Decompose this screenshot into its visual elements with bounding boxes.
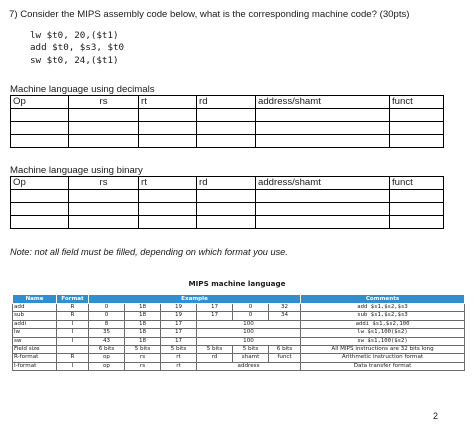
page-number: 2 (433, 411, 439, 421)
mips-row-addi: addi I 8 18 17 100 addi $s1,$s2,100 (13, 320, 465, 328)
col-rd: rd (197, 96, 256, 109)
binary-table-title: Machine language using binary (10, 165, 143, 176)
binary-table (10, 176, 444, 229)
question-text: 7) Consider the MIPS assembly code below, what is the corresponding machine code? (30pts) (9, 9, 410, 20)
col-rt: rt (139, 96, 197, 109)
code-line: add $t0, $s3, $t0 (30, 42, 125, 54)
decimal-table (10, 95, 444, 148)
answer-row[interactable] (11, 203, 444, 216)
mips-header-format: Format (57, 295, 89, 304)
col-op: Op (11, 96, 69, 109)
decimal-table-title: Machine language using decimals (10, 84, 155, 95)
mips-row-sw: sw I 43 18 17 100 sw $s1,100($s2) (13, 337, 465, 345)
mips-header-comments: Comments (301, 295, 465, 304)
code-line: sw $t0, 24,($t1) (30, 54, 119, 66)
assembly-code (30, 30, 124, 67)
answer-row[interactable] (11, 135, 444, 148)
mips-row-sub: sub R 0 18 19 17 0 34 sub $s1,$s2,$s3 (13, 312, 465, 320)
mips-header-name: Name (13, 295, 57, 304)
col-rs: rs (69, 96, 139, 109)
code-line: lw $t0, 20,($t1) (30, 30, 119, 41)
note-text: Note: not all field must be filled, depending on which format you use. (10, 247, 288, 257)
answer-row[interactable] (11, 216, 444, 229)
col-funct: funct (390, 96, 444, 109)
mips-row-i-format: I-format I op rs rt address Data transfer format (13, 362, 465, 370)
mips-table-title: MIPS machine language (188, 279, 286, 288)
col-funct: funct (390, 177, 444, 190)
col-address-shamt: address/shamt (256, 96, 390, 109)
mips-header-example: Example (89, 295, 301, 304)
answer-row[interactable] (11, 109, 444, 122)
mips-row-field-size: Field size 6 bits 5 bits 5 bits 5 bits 5 bits 6 bits All MIPS instructions are 32 bits long (13, 346, 465, 354)
mips-reference-table (12, 294, 465, 371)
mips-row-r-format: R-format R op rs rt rd shamt funct Arithmetic instruction format (13, 354, 465, 362)
mips-row-add: add R 0 18 19 17 0 32 add $s1,$s2,$s3 (13, 304, 465, 312)
mips-row-lw: lw I 35 18 17 100 lw $s1,100($s2) (13, 329, 465, 337)
answer-row[interactable] (11, 190, 444, 203)
col-rd: rd (197, 177, 256, 190)
answer-row[interactable] (11, 122, 444, 135)
col-rt: rt (139, 177, 197, 190)
col-address-shamt: address/shamt (256, 177, 390, 190)
col-rs: rs (69, 177, 139, 190)
col-op: Op (11, 177, 69, 190)
